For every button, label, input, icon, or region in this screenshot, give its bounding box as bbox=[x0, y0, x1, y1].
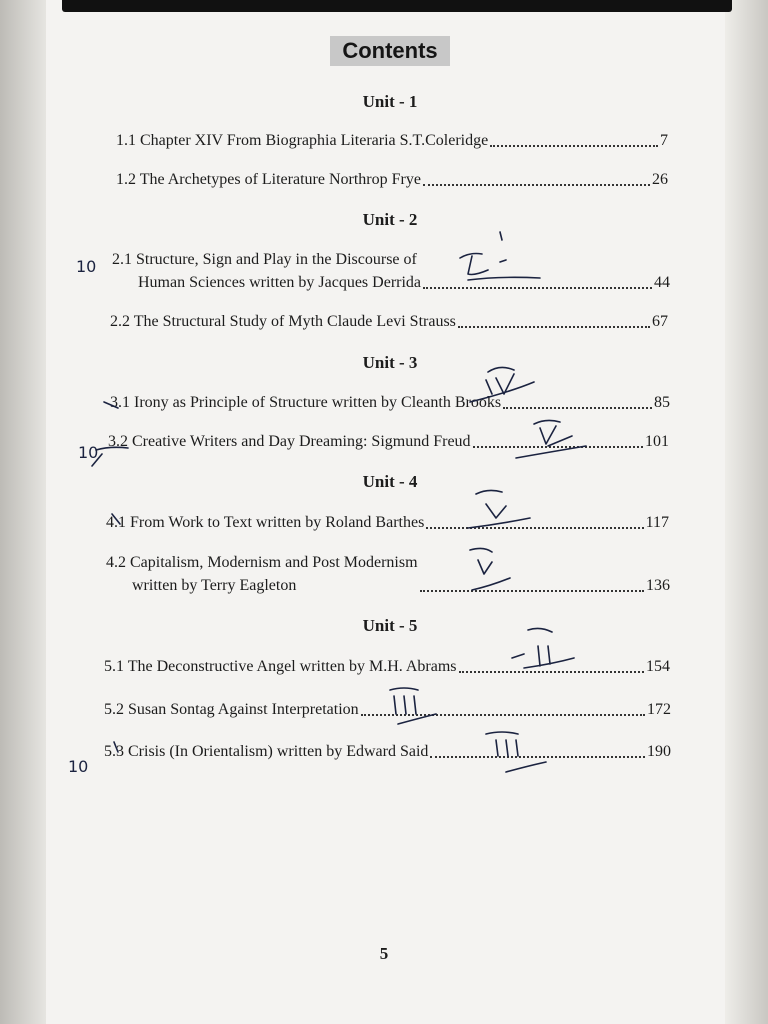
toc-entry bbox=[108, 430, 669, 453]
toc-entry-title: 1.1 Chapter XIV From Biographia Literaria S.T.Coleridge bbox=[116, 132, 489, 149]
toc-leader-dots bbox=[423, 287, 652, 289]
toc-leader-dots bbox=[423, 184, 650, 186]
toc-entry-title: 4.2 Capitalism, Modernism and Post Modernism bbox=[106, 554, 418, 571]
contents-heading: Contents bbox=[330, 36, 450, 66]
toc-entry-page: 85 bbox=[654, 394, 670, 411]
toc-entry-title-line2: Human Sciences written by Jacques Derrida bbox=[138, 274, 422, 291]
toc-leader-dots bbox=[503, 407, 652, 409]
toc-entry-title: 5.1 The Deconstructive Angel written by M.H. Abrams bbox=[104, 658, 457, 675]
toc-entry-title: 5.2 Susan Sontag Against Interpretation bbox=[104, 701, 359, 718]
toc-leader-dots bbox=[361, 714, 645, 716]
toc-entry-page: 117 bbox=[645, 514, 669, 531]
toc-entry-page: 172 bbox=[647, 701, 671, 718]
unit-heading-3: Unit - 3 bbox=[362, 353, 418, 372]
toc-entry bbox=[104, 740, 671, 763]
toc-entry-page: 136 bbox=[646, 577, 670, 594]
toc-leader-dots bbox=[420, 590, 644, 592]
toc-entry bbox=[104, 698, 671, 721]
toc-leader-dots bbox=[490, 145, 658, 147]
toc-leader-dots bbox=[458, 326, 650, 328]
toc-leader-dots bbox=[473, 446, 643, 448]
toc-entry bbox=[106, 511, 669, 534]
toc-entry-title: 5.3 Crisis (In Orientalism) written by Edward Said bbox=[104, 743, 429, 760]
toc-entry bbox=[116, 129, 668, 152]
toc-entry bbox=[106, 551, 670, 597]
toc-entry bbox=[112, 248, 670, 294]
toc-leader-dots bbox=[430, 756, 645, 758]
margin-note: 10 bbox=[78, 443, 99, 462]
unit-heading-1: Unit - 1 bbox=[362, 92, 418, 111]
toc-entry bbox=[104, 655, 670, 678]
toc-leader-dots bbox=[459, 671, 644, 673]
toc-entry-title-line2: written by Terry Eagleton bbox=[132, 577, 297, 594]
toc-entry-title: 3.2 Creative Writers and Day Dreaming: Sigmund Freud bbox=[108, 433, 471, 450]
toc-entry-page: 154 bbox=[646, 658, 670, 675]
toc-entry-page: 7 bbox=[660, 132, 668, 149]
toc-leader-dots bbox=[426, 527, 643, 529]
toc-entry-page: 67 bbox=[652, 313, 668, 330]
top-edge-bar bbox=[62, 0, 732, 12]
page-left-shadow bbox=[0, 0, 46, 1024]
page-number: 5 bbox=[379, 944, 389, 963]
toc-entry bbox=[116, 168, 668, 191]
toc-entry-title: 2.1 Structure, Sign and Play in the Discourse of bbox=[112, 251, 417, 268]
toc-entry bbox=[110, 391, 670, 414]
unit-heading-5: Unit - 5 bbox=[362, 616, 418, 635]
unit-heading-2: Unit - 2 bbox=[362, 210, 418, 229]
toc-entry-title: 4.1 From Work to Text written by Roland Barthes bbox=[106, 514, 425, 531]
toc-entry-page: 101 bbox=[645, 433, 669, 450]
page-right-shadow bbox=[725, 0, 768, 1024]
toc-entry-page: 44 bbox=[654, 274, 670, 291]
toc-entry-title: 3.1 Irony as Principle of Structure written by Cleanth Brooks bbox=[110, 394, 502, 411]
toc-entry-title: 1.2 The Archetypes of Literature Northrop Frye bbox=[116, 171, 421, 188]
toc-entry-title: 2.2 The Structural Study of Myth Claude Levi Strauss bbox=[110, 313, 456, 330]
toc-entry bbox=[110, 310, 668, 333]
margin-note: 10 bbox=[68, 757, 89, 776]
toc-entry-page: 190 bbox=[647, 743, 671, 760]
unit-heading-4: Unit - 4 bbox=[362, 472, 418, 491]
margin-note: 10 bbox=[76, 257, 97, 276]
toc-entry-page: 26 bbox=[652, 171, 668, 188]
